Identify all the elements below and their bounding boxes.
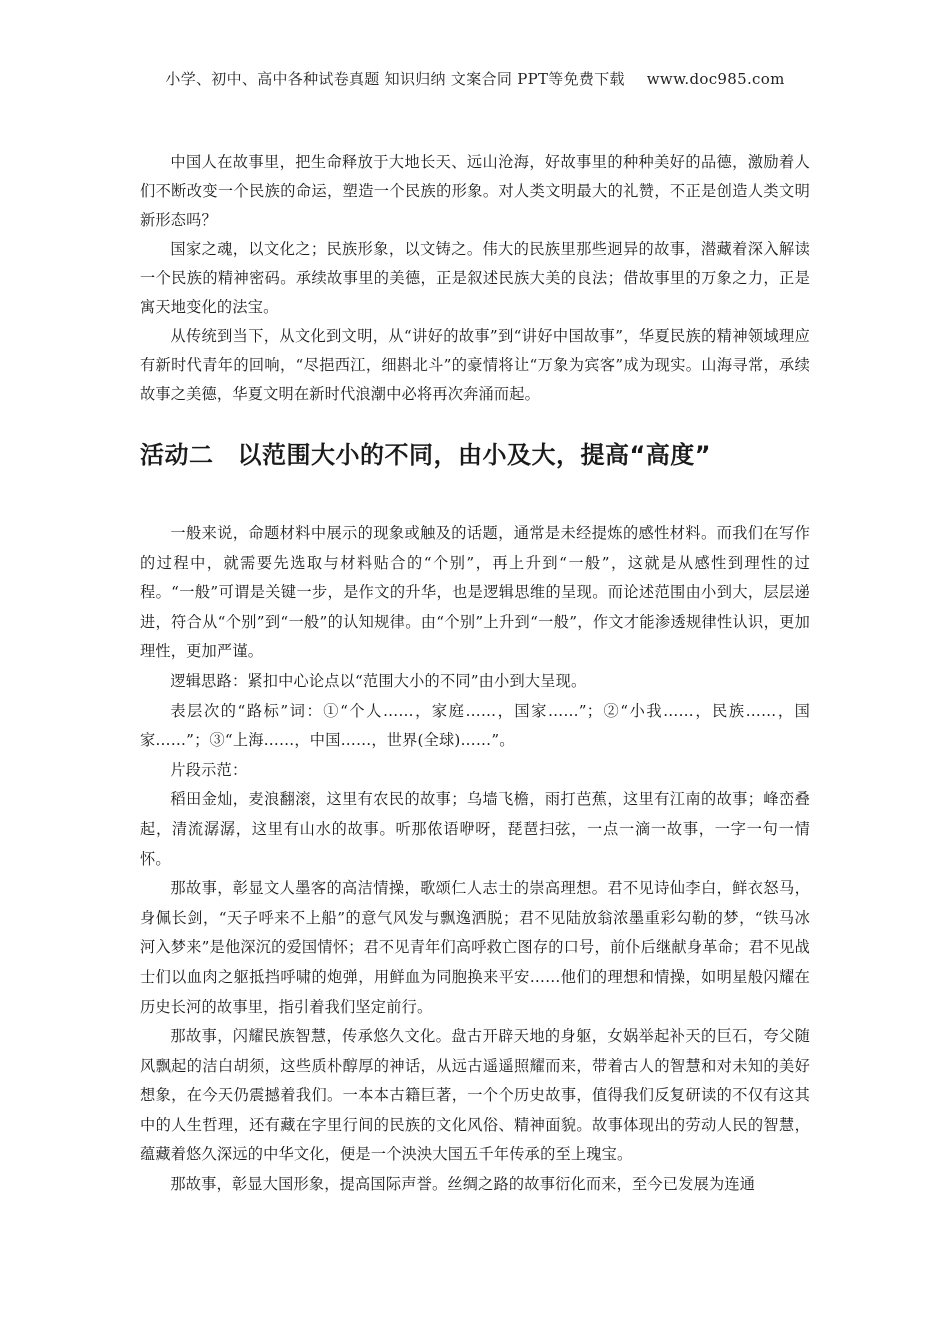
section-heading	[140, 435, 810, 475]
section-label: 活动二	[140, 441, 214, 469]
header-url[interactable]: www.doc985.com	[646, 70, 785, 88]
intro-paragraph: 从传统到当下，从文化到文明，从“讲好的故事”到“讲好中国故事”，华夏民族的精神领域理应有新时代青年的回响，“尽挹西江，细斟北斗”的豪情将让“万象为宾客”成为现实。山海寻常，承续故事之美德，华夏文明在新时代浪潮中必将再次奔涌而起。	[140, 327, 810, 403]
document-content	[140, 148, 810, 1200]
intro-paragraph: 国家之魂，以文化之；民族形象，以文铸之。伟大的民族里那些迥异的故事，潜藏着深入解读一个民族的精神密码。承续故事里的美德，正是叙述民族大美的良法；借故事里的万象之力，正是寓天地变化的法宝。	[140, 240, 810, 316]
body-paragraph: 逻辑思路：紧扣中心论点以“范围大小的不同”由小到大呈现。	[170, 671, 587, 690]
body-paragraph: 那故事，彰显大国形象，提高国际声誉。丝绸之路的故事衍化而来，至今已发展为连通	[170, 1175, 756, 1194]
body-block	[140, 519, 810, 1200]
body-paragraph: 片段示范：	[170, 760, 248, 779]
body-paragraph: 稻田金灿，麦浪翻滚，这里有农民的故事；乌墙飞檐，雨打芭蕉，这里有江南的故事；峰峦叠起，清流潺潺，这里有山水的故事。听那侬语咿呀，琵琶扫弦，一点一滴一故事，一字一句一情怀。	[140, 790, 810, 868]
body-paragraph: 那故事，闪耀民族智慧，传承悠久文化。盘古开辟天地的身躯，女娲举起补天的巨石，夸父随风飘起的洁白胡须，这些质朴醇厚的神话，从远古遥遥照耀而来，带着古人的智慧和对未知的美好想象，在今天仍震撼着我们。一本本古籍巨著，一个个历史故事，值得我们反复研读的不仅有这其中的人生哲理，还有藏在字里行间的民族的文化风俗、精神面貌。故事体现出的劳动人民的智慧，蕴藏着悠久深远的中华文化，便是一个泱泱大国五千年传承的至上瑰宝。	[140, 1027, 810, 1164]
body-paragraph: 那故事，彰显文人墨客的高洁情操，歌颂仁人志士的崇高理想。君不见诗仙李白，鲜衣怒马，身佩长剑，“天子呼来不上船”的意气风发与飘逸洒脱；君不见陆放翁浓墨重彩勾勒的梦，“铁马冰河入梦来”是他深沉的爱国情怀；君不见青年们高呼救亡图存的口号，前仆后继献身革命；君不见战士们以血肉之躯抵挡呼啸的炮弹，用鲜血为同胞换来平安……他们的理想和情操，如明星般闪耀在历史长河的故事里，指引着我们坚定前行。	[140, 879, 810, 1016]
intro-block	[140, 148, 810, 409]
header-text: 小学、初中、高中各种试卷真题 知识归纳 文案合同 PPT等免费下载	[165, 70, 625, 88]
intro-paragraph: 中国人在故事里，把生命释放于大地长天、远山沧海，好故事里的种种美好的品德，激励着人们不断改变一个民族的命运，塑造一个民族的形象。对人类文明最大的礼赞，不正是创造人类文明新形态吗？	[140, 153, 810, 229]
body-paragraph: 一般来说，命题材料中展示的现象或触及的话题，通常是未经提炼的感性材料。而我们在写作的过程中，就需要先选取与材料贴合的“个别”，再上升到“一般”，这就是从感性到理性的过程。“一般”可谓是关键一步，是作文的升华，也是逻辑思维的呈现。而论述范围由小到大，层层递进，符合从“个别”到“一般”的认知规律。由“个别”上升到“一般”，作文才能渗透规律性认识，更加理性，更加严谨。	[140, 524, 810, 661]
page-header	[0, 68, 950, 89]
section-title-text: 以范围大小的不同，由小及大，提高“高度”	[237, 441, 712, 469]
body-paragraph: 表层次的“路标”词：①“个人……，家庭……，国家……”；②“小我……，民族……，国家……”；③“上海……，中国……，世界(全球)……”。	[140, 701, 810, 750]
